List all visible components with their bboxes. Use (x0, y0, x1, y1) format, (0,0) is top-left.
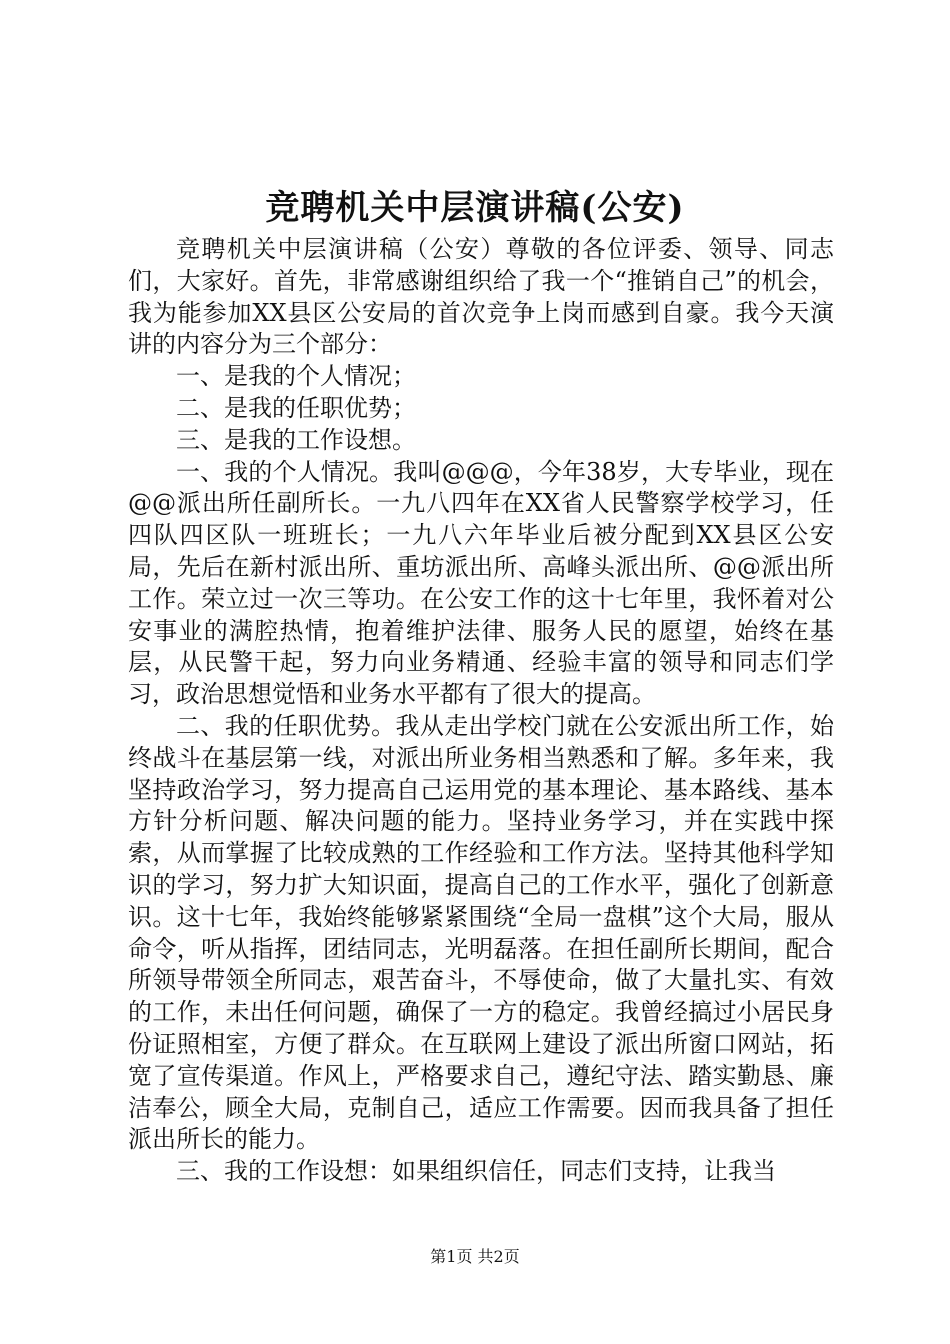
document-title: 竞聘机关中层演讲稿(公安) (265, 188, 685, 228)
paragraph-advantages: 二、我的任职优势。我从走出学校门就在公安派出所工作，始终战斗在基层第一线，对派出所业务相当熟悉和了解。多年来，我坚持政治学习，努力提高自己运用党的基本理论、基本路线、基本方针分析问题、解决问题的能力。坚持业务学习，并在实践中探索，从而掌握了比较成熟的工作经验和工作方法。坚持其他科学知识的学习，努力扩大知识面，提高自己的工作水平，强化了创新意识。这十七年，我始终能够紧紧围绕“全局一盘棋”这个大局，服从命令，听从指挥，团结同志，光明磊落。在担任副所长期间，配合所领导带领全所同志，艰苦奋斗，不辱使命，做了大量扎实、有效的工作，未出任何问题，确保了一方的稳定。我曾经搞过小居民身份证照相室，方便了群众。在互联网上建设了派出所窗口网站，拓宽了宣传渠道。作风上，严格要求自己，遵纪守法、踏实勤恳、廉洁奉公，顾全大局，克制自己，适应工作需要。因而我具备了担任派出所长的能力。 (128, 711, 834, 1154)
paragraph-outline-1: 一、是我的个人情况； (176, 362, 416, 391)
page-number: 第1页 共2页 (430, 1247, 520, 1266)
paragraph-outline-2: 二、是我的任职优势； (176, 393, 416, 422)
document-body (128, 234, 834, 1188)
paragraph-work-plan: 三、我的工作设想：如果组织信任，同志们支持，让我当 (176, 1157, 776, 1186)
paragraph-personal-info: 一、我的个人情况。我叫@@@，今年38岁，大专毕业，现在@@派出所任副所长。一九八四年在XX省人民警察学校学习，任四队四区队一班班长；一九八六年毕业后被分配到XX县区公安局，先后在新村派出所、重坊派出所、高峰头派出所、@@派出所工作。荣立过一次三等功。在公安工作的这十七年里，我怀着对公安事业的满腔热情，抱着维护法律、服务人民的愿望，始终在基层，从民警干起，努力向业务精通、经验丰富的领导和同志们学习，政治思想觉悟和业务水平都有了很大的提高。 (128, 457, 834, 709)
paragraph-outline-3: 三、是我的工作设想。 (176, 425, 416, 454)
paragraph-intro: 竞聘机关中层演讲稿（公安）尊敬的各位评委、领导、同志们，大家好。首先，非常感谢组织给了我一个“推销自己”的机会，我为能参加XX县区公安局的首次竞争上岗而感到自豪。我今天演讲的内容分为三个部分： (128, 235, 834, 359)
